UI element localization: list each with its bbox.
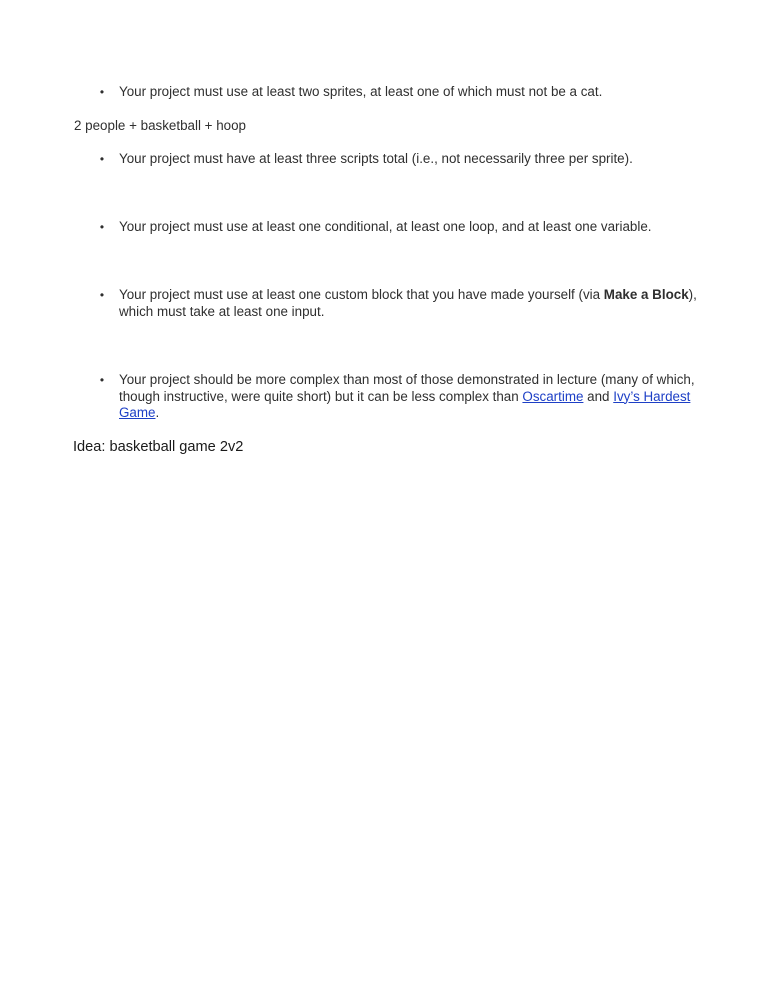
- text-segment: ), which must take at least one input.: [119, 287, 697, 319]
- oscartime-link[interactable]: Oscartime: [522, 388, 584, 404]
- bullet-marker: •: [99, 373, 105, 387]
- idea-line: Idea: basketball game 2v2: [73, 439, 244, 455]
- requirement-text: Your project must have at least three scripts total (i.e., not necessarily three per sprite).: [119, 151, 633, 166]
- requirement-text: Your project must use at least two sprites, at least one of which must not be a cat.: [119, 84, 603, 99]
- bullet-marker: •: [99, 85, 105, 99]
- bullet-marker: •: [99, 220, 105, 234]
- requirement-text: Your project must use at least one conditional, at least one loop, and at least one variable.: [119, 219, 652, 234]
- bold-text: Make a Block: [603, 287, 689, 302]
- text-segment: Your project should be more complex than most of those demonstrated in lecture (many of which, though instructive, were quite short) but it can be less complex than: [119, 372, 695, 404]
- ivys-hardest-game-link[interactable]: Ivy’s Hardest Game: [119, 388, 691, 420]
- requirement-text: [119, 372, 699, 422]
- text-segment: and: [583, 388, 614, 404]
- bullet-marker: •: [99, 288, 105, 302]
- text-segment: .: [155, 405, 160, 420]
- bullet-marker: •: [99, 152, 105, 166]
- note-sprites: 2 people + basketball + hoop: [74, 118, 246, 133]
- text-segment: Your project must use at least one custom block that you have made yourself (via: [119, 287, 604, 302]
- requirement-text: [119, 287, 699, 320]
